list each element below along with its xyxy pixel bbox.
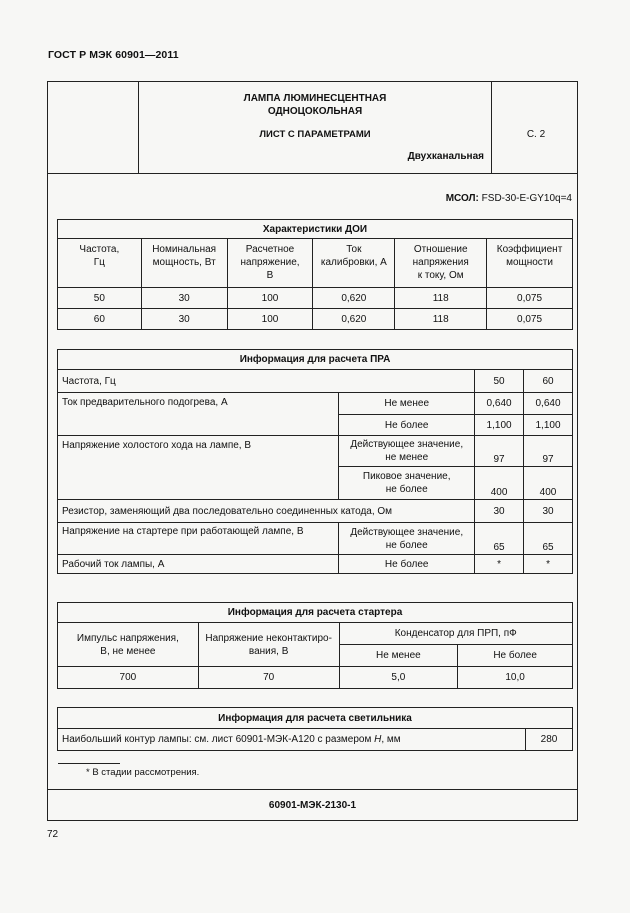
starter-voltage-label: Напряжение на стартере при работающей лампе, В — [58, 523, 339, 555]
ocv-label: Напряжение холостого хода на лампе, В — [58, 436, 339, 500]
doi-header-ratio: Отношение напряжения к току, Ом — [395, 239, 487, 288]
working-current-60: * — [524, 555, 573, 574]
doi-cell: 0,620 — [313, 288, 395, 309]
table-row — [58, 309, 573, 330]
sheet-title-line2: ОДНОЦОКОЛЬНАЯ — [267, 106, 363, 117]
doi-header-frequency: Частота, Гц — [58, 239, 142, 288]
doi-header-row — [58, 239, 573, 288]
table-row — [58, 523, 573, 555]
preheat-max-label: Не более — [339, 415, 475, 436]
mcol-label: МСОЛ: — [445, 193, 479, 204]
table-row — [58, 729, 573, 751]
document-header: ГОСТ Р МЭК 60901—2011 — [48, 49, 179, 61]
starter-header-cap-max: Не более — [458, 645, 573, 667]
doi-header-power-factor: Коэффициент мощности — [487, 239, 573, 288]
starter-pulse-value: 700 — [58, 667, 199, 689]
table-row — [58, 555, 573, 574]
ballast-table — [57, 349, 573, 574]
table-row — [58, 370, 573, 393]
preheat-max-50: 1,100 — [475, 415, 524, 436]
doi-header-current: Ток калибровки, А — [313, 239, 395, 288]
table-row — [58, 288, 573, 309]
starter-title: Информация для расчета стартера — [58, 603, 573, 623]
table-row — [58, 667, 573, 689]
starter-cap-max-value: 10,0 — [458, 667, 573, 689]
luminaire-value: 280 — [526, 729, 573, 751]
preheat-min-60: 0,640 — [524, 393, 573, 415]
starter-voltage-60: 65 — [524, 523, 573, 555]
ocv-peak-50: 400 — [475, 467, 524, 500]
working-current-condition: Не более — [339, 555, 475, 574]
ocv-rms-60: 97 — [524, 436, 573, 467]
ocv-rms-50: 97 — [475, 436, 524, 467]
frequency-60: 60 — [524, 370, 573, 393]
doi-table — [57, 219, 573, 330]
doi-header-voltage: Расчетное напряжение, В — [227, 239, 313, 288]
title-left-divider — [138, 82, 139, 173]
starter-header-cap-min: Не менее — [339, 645, 458, 667]
title-right-divider — [491, 82, 492, 173]
doi-cell: 0,075 — [487, 309, 573, 330]
page-reference: С. 2 — [526, 129, 546, 140]
starter-noncontact-value: 70 — [198, 667, 339, 689]
table-row — [58, 500, 573, 523]
page-number: 72 — [47, 829, 59, 840]
doi-title: Характеристики ДОИ — [58, 220, 573, 239]
resistor-50: 30 — [475, 500, 524, 523]
working-current-label: Рабочий ток лампы, А — [58, 555, 339, 574]
starter-table — [57, 602, 573, 689]
mcol-line — [446, 193, 572, 204]
lamp-variant: Двухканальная — [407, 151, 484, 162]
doi-cell: 60 — [58, 309, 142, 330]
doi-cell: 0,075 — [487, 288, 573, 309]
starter-voltage-50: 65 — [475, 523, 524, 555]
table-row — [58, 436, 573, 467]
doi-cell: 0,620 — [313, 309, 395, 330]
sheet-title-line1: ЛАМПА ЛЮМИНЕСЦЕНТНАЯ — [243, 93, 387, 104]
starter-header-pulse: Импульс напряжения, В, не менее — [58, 623, 199, 667]
ocv-peak-label: Пиковое значение, не более — [339, 467, 475, 500]
table-row — [58, 393, 573, 415]
ocv-rms-label: Действующее значение, не менее — [339, 436, 475, 467]
luminaire-table — [57, 707, 573, 751]
frequency-50: 50 — [475, 370, 524, 393]
working-current-50: * — [475, 555, 524, 574]
resistor-60: 30 — [524, 500, 573, 523]
doi-cell: 50 — [58, 288, 142, 309]
footnote: * В стадии рассмотрения. — [86, 767, 200, 778]
preheat-label: Ток предварительного подогрева, А — [58, 393, 339, 436]
doi-cell: 118 — [395, 309, 487, 330]
doi-header-power: Номинальная мощность, Вт — [141, 239, 227, 288]
luminaire-text: Наибольший контур лампы: см. лист 60901-МЭК-А120 с размером H, мм — [58, 729, 526, 751]
sheet-subtitle: ЛИСТ С ПАРАМЕТРАМИ — [259, 129, 371, 140]
starter-cap-min-value: 5,0 — [339, 667, 458, 689]
preheat-min-label: Не менее — [339, 393, 475, 415]
sheet-title — [140, 92, 490, 118]
doi-cell: 118 — [395, 288, 487, 309]
doi-cell: 30 — [141, 309, 227, 330]
starter-voltage-condition: Действующее значение, не более — [339, 523, 475, 555]
preheat-max-60: 1,100 — [524, 415, 573, 436]
resistor-label: Резистор, заменяющий два последовательно соединенных катода, Ом — [58, 500, 475, 523]
doi-cell: 100 — [227, 288, 313, 309]
sheet-number: 60901-МЭК-2130-1 — [268, 800, 357, 811]
luminaire-title: Информация для расчета светильника — [58, 708, 573, 729]
preheat-min-50: 0,640 — [475, 393, 524, 415]
ocv-peak-60: 400 — [524, 467, 573, 500]
starter-header-noncontact: Напряжение неконтактиро- вания, В — [198, 623, 339, 667]
footer-divider — [48, 789, 577, 790]
frequency-label: Частота, Гц — [58, 370, 475, 393]
footnote-divider — [58, 763, 120, 764]
mcol-value: FSD-30-E-GY10q=4 — [481, 193, 572, 204]
title-bottom-divider — [48, 173, 577, 174]
doi-cell: 30 — [141, 288, 227, 309]
starter-header-capacitor: Конденсатор для ПРП, пФ — [339, 623, 572, 645]
doi-cell: 100 — [227, 309, 313, 330]
ballast-title: Информация для расчета ПРА — [58, 350, 573, 370]
